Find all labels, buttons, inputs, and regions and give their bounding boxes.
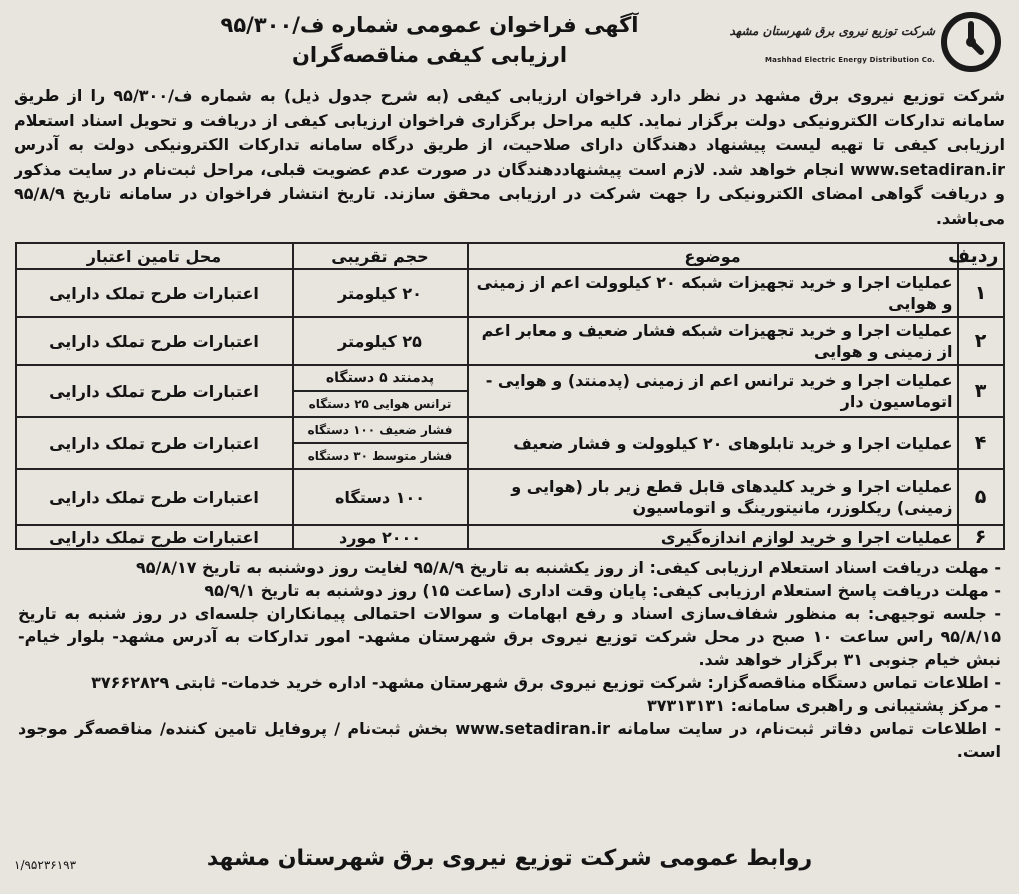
footer: [0, 846, 1019, 880]
row-volume: ۲۰۰۰ مورد: [293, 525, 468, 549]
note-support-center: - مرکز پشتیبانی و راهبری سامانه: ۳۷۳۱۳۱۳۱: [646, 696, 1001, 715]
row-funding: اعتبارات طرح تملک دارایی: [16, 417, 293, 469]
note-docs-deadline: - مهلت دریافت اسناد استعلام ارزیابی کیفی: از روز یکشنبه به تاریخ ۹۵/۸/۹ لغایت روز دوشنبه به تاریخ ۹۵/۸/۱۷: [135, 558, 1001, 577]
title-line-1: آگهی فراخوان عمومی شماره ف/۹۵/۳۰۰: [220, 13, 639, 37]
row-subject: عملیات اجرا و خرید لوازم اندازه‌گیری: [468, 525, 958, 549]
note-response-deadline: - مهلت دریافت پاسخ استعلام ارزیابی کیفی: پایان وقت اداری (ساعت ۱۵) روز دوشنبه به تاریخ ۹۵/۹/۱: [204, 581, 1001, 600]
table-row: [16, 365, 1004, 417]
row-funding: اعتبارات طرح تملک دارایی: [16, 269, 293, 317]
logo-text-en: Mashhad Electric Energy Distribution Co.: [765, 56, 935, 64]
public-relations-signature: روابط عمومی شرکت توزیع نیروی برق شهرستان مشهد: [206, 846, 813, 871]
items-table: [15, 242, 1005, 550]
header-subject: موضوع: [468, 243, 958, 269]
row-funding: اعتبارات طرح تملک دارایی: [16, 365, 293, 417]
row-num: ۲: [958, 317, 1004, 365]
note-contact-info: - اطلاعات تماس دستگاه مناقصه‌گزار: شرکت توزیع نیروی برق شهرستان مشهد- اداره خرید خدمات- ثابتی ۳۷۶۶۲۸۲۹: [91, 673, 1001, 692]
title-block: [110, 10, 749, 70]
table-row: [16, 417, 1004, 469]
ad-code: ۱/۹۵۲۳۶۱۹۳: [14, 858, 77, 872]
row-volume: ۲۵ کیلومتر: [293, 317, 468, 365]
table-row: [16, 317, 1004, 365]
table-row: [16, 469, 1004, 525]
table-row: [16, 525, 1004, 549]
row-volume-b: فشار متوسط ۳۰ دستگاه: [294, 442, 467, 468]
header-num: ردیف: [958, 243, 1004, 269]
note-registration-offices: - اطلاعات تماس دفاتر ثبت‌نام، در سایت سامانه www.setadiran.ir بخش ثبت‌نام / پروفایل تامین کننده/ مناقصه‌گر موجود است.: [18, 719, 1001, 761]
row-volume: [293, 417, 468, 469]
logo-text-fa: شرکت توزیع نیروی برق شهرستان مشهد: [729, 24, 935, 38]
header-funding: محل تامین اعتبار: [16, 243, 293, 269]
row-funding: اعتبارات طرح تملک دارایی: [16, 317, 293, 365]
row-subject: عملیات اجرا و خرید ترانس اعم از زمینی (پدمنتد) و هوایی - اتوماسیون دار: [468, 365, 958, 417]
title-line-2: ارزیابی کیفی مناقصه‌گران: [291, 43, 568, 67]
row-volume: ۲۰ کیلومتر: [293, 269, 468, 317]
company-logo: [729, 10, 1001, 80]
row-num: ۶: [958, 525, 1004, 549]
note-briefing-session: - جلسه توجیهی: به منظور شفاف‌سازی اسناد و رفع ابهامات و سوالات احتمالی پیمانکاران جلسه‌ای در روز شنبه به تاریخ ۹۵/۸/۱۵ راس ساعت ۱۰ صبح در محل شرکت توزیع نیروی برق شهرستان مشهد- امور تدارکات به آدرس مشهد- بلوار خیام- نبش خیام جنوبی ۳۱ برگزار خواهد شد.: [18, 604, 1002, 669]
header: [10, 6, 1009, 82]
notes-list: [18, 556, 1001, 763]
row-num: ۱: [958, 269, 1004, 317]
intro-paragraph: شرکت توزیع نیروی برق مشهد در نظر دارد فراخوان ارزیابی کیفی (به شرح جدول ذیل) به شماره ف/۹۵/۳۰۰ را از طریق سامانه تدارکات الکترونیکی دولت برگزار نماید. کلیه مراحل برگزاری فراخوان ارزیابی کیفی از دریافت و تحویل اسناد استعلام ارزیابی کیفی تا تهیه لیست پیشنهاد دهندگان دارای صلاحیت، از طریق درگاه سامانه تدارکات الکترونیکی دولت به آدرس www.setadiran.ir انجام خواهد شد. لازم است پیشنهاددهندگان در صورت عدم عضویت قبلی، مراحل ثبت‌نام در سایت مذکور و دریافت گواهی امضای الکترونیکی را جهت شرکت در ارزیابی محقق سازند. تاریخ انتشار فراخوان در سامانه تاریخ ۹۵/۸/۹ می‌باشد.: [14, 86, 1005, 228]
company-logo-icon: [941, 12, 1001, 72]
row-subject: عملیات اجرا و خرید تابلوهای ۲۰ کیلوولت و فشار ضعیف: [468, 417, 958, 469]
row-num: ۵: [958, 469, 1004, 525]
table-header-row: [16, 243, 1004, 269]
row-num: ۳: [958, 365, 1004, 417]
row-funding: اعتبارات طرح تملک دارایی: [16, 525, 293, 549]
row-volume: [293, 365, 468, 417]
header-volume: حجم تقریبی: [293, 243, 468, 269]
row-num: ۴: [958, 417, 1004, 469]
row-volume-b: ترانس هوایی ۲۵ دستگاه: [294, 390, 467, 416]
row-subject: عملیات اجرا و خرید تجهیزات شبکه فشار ضعیف و معابر اعم از زمینی و هوایی: [468, 317, 958, 365]
row-subject: عملیات اجرا و خرید تجهیزات شبکه ۲۰ کیلوولت اعم از زمینی و هوایی: [468, 269, 958, 317]
table-row: [16, 269, 1004, 317]
row-volume: ۱۰۰ دستگاه: [293, 469, 468, 525]
row-funding: اعتبارات طرح تملک دارایی: [16, 469, 293, 525]
row-volume-a: پدمنتد ۵ دستگاه: [325, 370, 435, 386]
row-volume-a: فشار ضعیف ۱۰۰ دستگاه: [307, 423, 453, 437]
row-subject: عملیات اجرا و خرید کلیدهای قابل قطع زیر بار (هوایی و زمینی) ریکلوزر، مانیتورینگ و اتوماسیون: [468, 469, 958, 525]
